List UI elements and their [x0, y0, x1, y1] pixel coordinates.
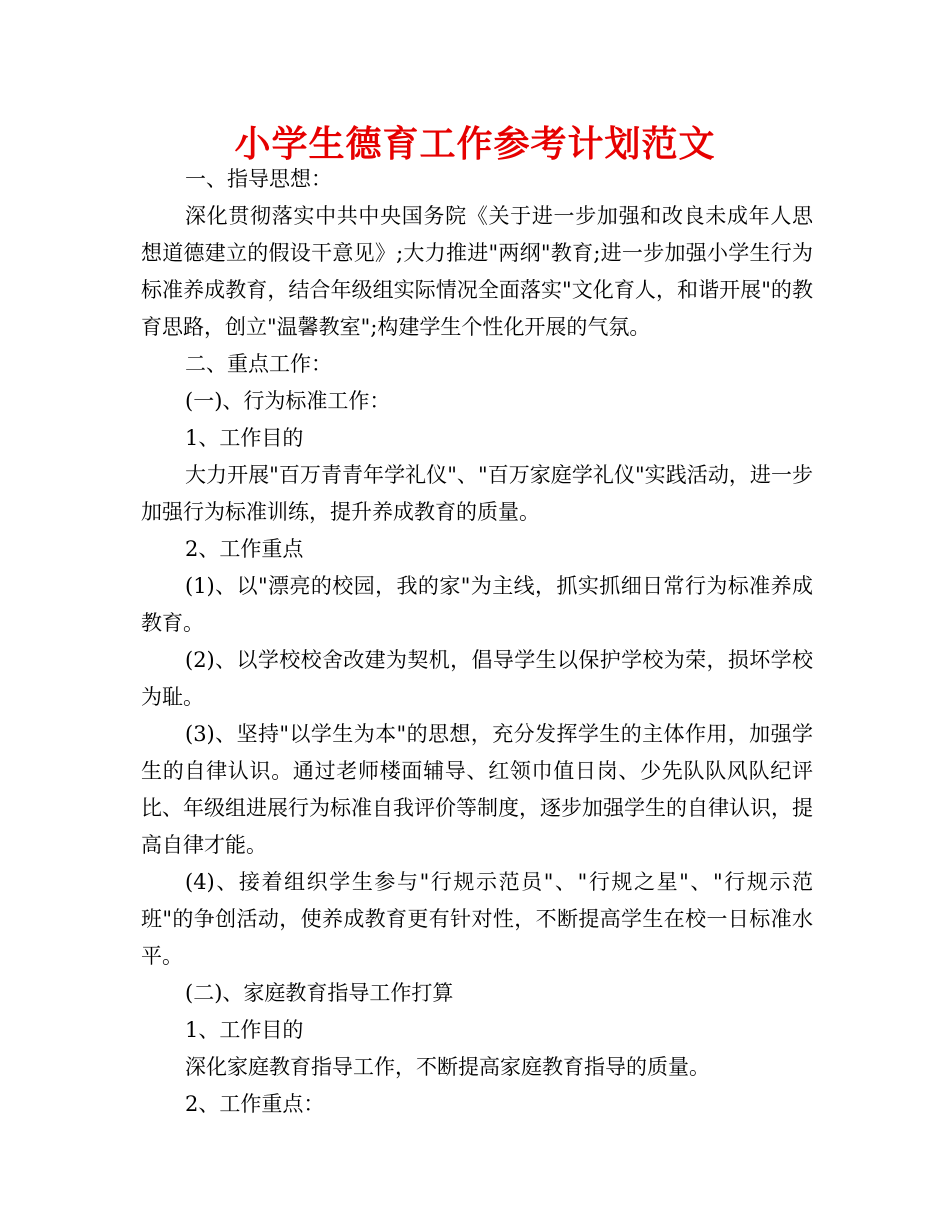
paragraph: 二、重点工作：: [185, 352, 332, 376]
paragraph: 1、工作目的: [185, 426, 304, 450]
document-body: [141, 161, 813, 1123]
paragraph: (二)、家庭教育指导工作打算: [185, 981, 454, 1005]
paragraph: 1、工作目的: [185, 1018, 304, 1042]
paragraph: 深化家庭教育指导工作，不断提高家庭教育指导的质量。: [185, 1055, 710, 1079]
paragraph: (一)、行为标准工作：: [185, 389, 391, 413]
paragraph: 深化贯彻落实中共中央国务院《关于进一步加强和改良未成年人思想道德建立的假设干意见》;大力推进"两纲"教育;进一步加强小学生行为标准养成教育，结合年级组实际情况全面落实"文化育人，和谐开展"的教育思路，创立"温馨教室";构建学生个性化开展的气氛。: [141, 204, 813, 339]
paragraph: 2、工作重点：: [185, 1092, 325, 1116]
paragraph: 大力开展"百万青青年学礼仪"、"百万家庭学礼仪"实践活动，进一步加强行为标准训练，提升养成教育的质量。: [141, 463, 813, 524]
paragraph: (3)、坚持"以学生为本"的思想，充分发挥学生的主体作用，加强学生的自律认识。通过老师楼面辅导、红领巾值日岗、少先队队风队纪评比、年级组进展行为标准自我评价等制度，逐步加强学生的自律认识，提高自律才能。: [141, 722, 813, 857]
paragraph: (1)、以"漂亮的校园，我的家"为主线，抓实抓细日常行为标准养成教育。: [141, 574, 813, 635]
paragraph: (2)、以学校校舍改建为契机，倡导学生以保护学校为荣，损坏学校为耻。: [141, 648, 813, 709]
paragraph: (4)、接着组织学生参与"行规示范员"、"行规之星"、"行规示范班"的争创活动，使养成教育更有针对性，不断提高学生在校一日标准水平。: [141, 870, 813, 968]
document-title: 小学生德育工作参考计划范文: [234, 123, 716, 165]
paragraph: 2、工作重点: [185, 537, 304, 561]
paragraph: 一、指导思想：: [185, 167, 332, 191]
